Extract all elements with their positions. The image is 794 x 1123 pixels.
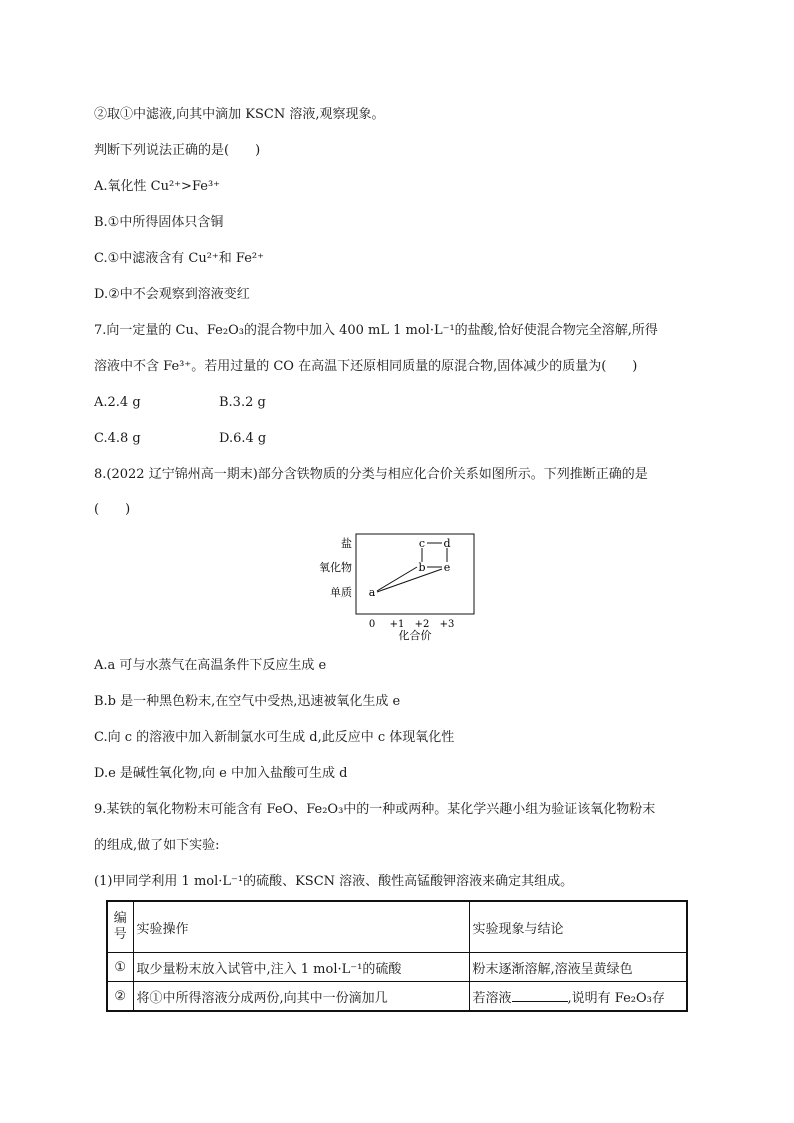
answer-blank[interactable] [512, 989, 568, 1002]
result-prefix: 若溶液 [472, 990, 512, 1006]
header-number: 编号 [107, 901, 133, 953]
table-header-row [107, 901, 687, 953]
header-result: 实验现象与结论 [469, 901, 687, 953]
table-row [107, 953, 687, 982]
text-line-1: ②取①中滤液,向其中滴加 KSCN 溶液,观察现象。 [94, 107, 385, 122]
option-7a: A.2.4 g [94, 395, 141, 410]
row-result: 粉末逐渐溶解,溶液呈黄绿色 [469, 953, 687, 982]
question-7-line-1: 7.向一定量的 Cu、Fe₂O₃的混合物中加入 400 mL 1 mol·L⁻¹的盐酸,恰好使混合物完全溶解,所得 [94, 323, 658, 338]
table-row [107, 982, 687, 1012]
result-suffix: ,说明有 Fe₂O₃存 [567, 990, 665, 1006]
question-7-line-2: 溶液中不含 Fe³⁺。若用过量的 CO 在高温下还原相同质量的原混合物,固体减少的质量为( ) [94, 359, 638, 374]
question-9-part-1: (1)甲同学利用 1 mol·L⁻¹的硫酸、KSCN 溶液、酸性高锰酸钾溶液来确定其组成。 [94, 874, 574, 889]
option-7b: B.3.2 g [219, 395, 266, 410]
x-tick-label: +2 [414, 619, 430, 630]
y-category-label: 单质 [330, 586, 352, 599]
point-e: e [443, 561, 451, 574]
option-7c: C.4.8 g [94, 431, 141, 446]
point-a: a [368, 586, 376, 599]
x-tick-label: 0 [368, 619, 376, 630]
question-8-line-2: ( ) [94, 502, 131, 517]
option-6b: B.①中所得固体只含铜 [94, 215, 224, 230]
header-operation: 实验操作 [133, 901, 469, 953]
row-operation: 取少量粉末放入试管中,注入 1 mol·L⁻¹的硫酸 [133, 953, 469, 982]
link-a-b [377, 567, 417, 591]
question-prompt-6: 判断下列说法正确的是( ) [94, 143, 261, 158]
chart-frame [356, 534, 474, 614]
row-number: ① [107, 953, 133, 982]
x-axis-label: 化合价 [398, 629, 432, 642]
point-d: d [443, 537, 451, 550]
y-category-label: 氧化物 [319, 561, 352, 574]
option-6d: D.②中不会观察到溶液变红 [94, 287, 250, 302]
option-6a: A.氧化性 Cu²⁺>Fe³⁺ [94, 179, 221, 194]
iron-valence-chart [319, 530, 486, 646]
point-b: b [418, 561, 426, 574]
option-7d: D.6.4 g [219, 431, 267, 446]
link-a-e [377, 569, 442, 592]
x-tick-label: +1 [389, 619, 405, 630]
x-tick-label: +3 [439, 619, 455, 630]
question-9-line-2: 的组成,做了如下实验: [94, 838, 220, 853]
experiment-table [106, 900, 688, 1012]
point-c: c [418, 537, 426, 550]
question-8-line-1: 8.(2022 辽宁锦州高一期末)部分含铁物质的分类与相应化合价关系如图所示。下列推断正确的是 [94, 467, 648, 482]
row-operation: 将①中所得溶液分成两份,向其中一份滴加几 [133, 982, 469, 1012]
row-number: ② [107, 982, 133, 1012]
row-result [469, 982, 687, 1012]
option-8a: A.a 可与水蒸气在高温条件下反应生成 e [94, 658, 327, 673]
option-6c: C.①中滤液含有 Cu²⁺和 Fe²⁺ [94, 251, 265, 266]
question-9-line-1: 9.某铁的氧化物粉末可能含有 FeO、Fe₂O₃中的一种或两种。某化学兴趣小组为验证该氧化物粉末 [94, 802, 656, 817]
option-8c: C.向 c 的溶液中加入新制氯水可生成 d,此反应中 c 体现氧化性 [94, 730, 455, 745]
y-category-label: 盐 [341, 537, 352, 550]
option-8d: D.e 是碱性氧化物,向 e 中加入盐酸可生成 d [94, 766, 348, 781]
option-8b: B.b 是一种黑色粉末,在空气中受热,迅速被氧化生成 e [94, 694, 401, 709]
